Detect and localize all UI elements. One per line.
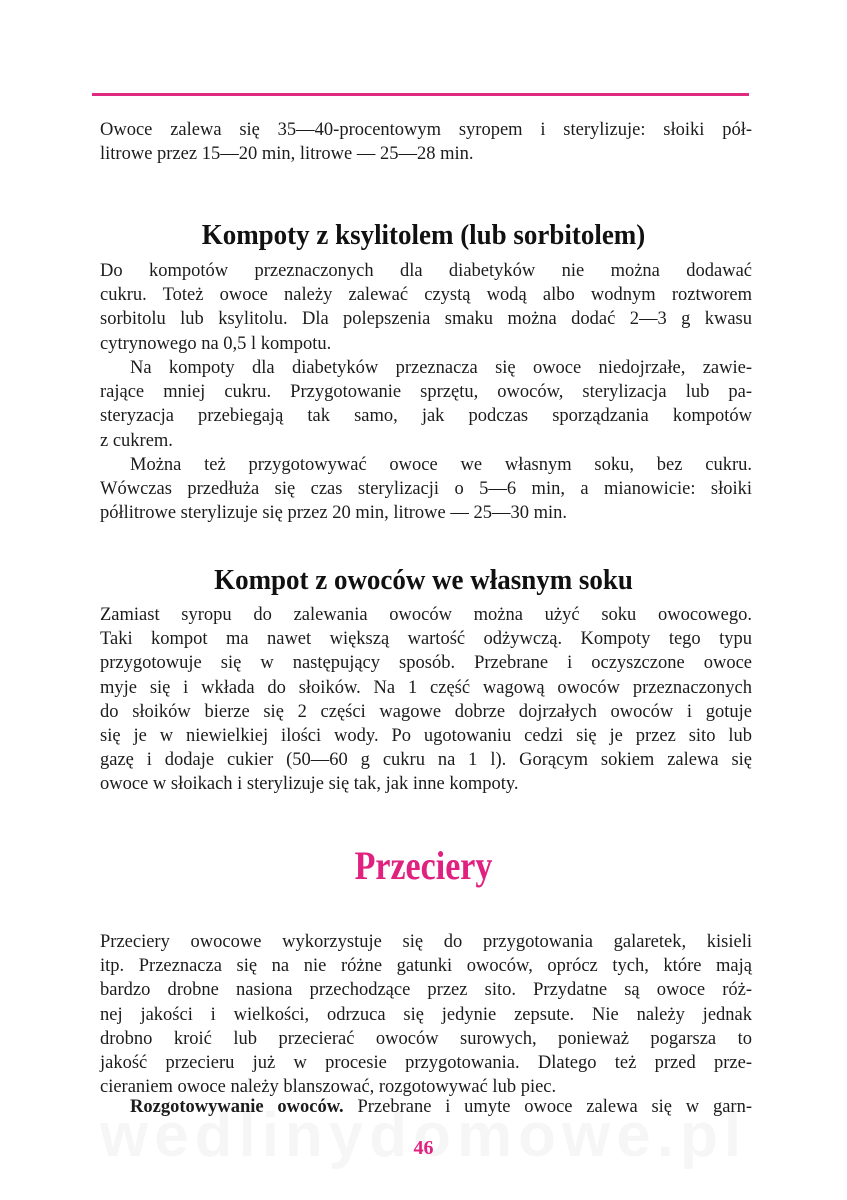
runin-text: Przebrane i umyte owoce zalewa się w garn-: [343, 1097, 752, 1117]
text-line: cukru. Toteż owoce należy zalewać czystą wodą albo wodnym roztworem: [100, 285, 752, 306]
text-line: [100, 1095, 752, 1119]
section-heading-wlasny-sok: Kompot z owoców we własnym soku: [214, 564, 633, 596]
text-line: się je w niewielkiej ilości wody. Po ugotowaniu cedzi się je przez sito lub: [100, 726, 752, 747]
chapter-title: Przeciery: [354, 843, 493, 888]
page-number: 46: [413, 1137, 434, 1159]
text-line: przygotowuje się w następujący sposób. Przebrane i oczyszczone owoce: [100, 653, 752, 674]
text-line: Do kompotów przeznaczonych dla diabetyków nie można dodawać: [100, 261, 752, 281]
section-1-paragraph-2: [100, 356, 752, 453]
chapter-paragraph-1: [100, 930, 752, 1099]
text-line: Można też przygotowywać owoce we własnym soku, bez cukru.: [130, 455, 752, 475]
text-line: cytrynowego na 0,5 l kompotu.: [100, 333, 332, 354]
text-line: Na kompoty dla diabetyków przeznacza się owoce niedojrzałe, zawie-: [130, 358, 752, 378]
intro-paragraph: [100, 118, 752, 166]
runin-heading: Rozgotowywanie owoców.: [130, 1097, 344, 1117]
text-line: Owoce zalewa się 35—40-procentowym syropem i sterylizuje: słoiki pół-: [100, 120, 752, 140]
text-line: Zamiast syropu do zalewania owoców można użyć soku owocowego.: [100, 605, 752, 625]
text-line: z cukrem.: [100, 430, 173, 451]
text-line: gazę i dodaje cukier (50—60 g cukru na 1 l). Gorącym sokiem zalewa się: [100, 750, 752, 771]
text-line: cieraniem owoce należy blanszować, rozgotowywać lub piec.: [100, 1077, 557, 1098]
top-rule: [92, 93, 749, 96]
section-heading-ksylitol: Kompoty z ksylitolem (lub sorbitolem): [201, 219, 646, 251]
text-line: bardzo drobne nasiona przechodzące przez sito. Przydatne są owoce róż-: [100, 980, 752, 1001]
text-line: sorbitolu lub ksylitolu. Dla polepszenia smaku można dodać 2—3 g kwasu: [100, 309, 752, 330]
text-line: półlitrowe sterylizuje się przez 20 min, litrowe — 25—30 min.: [100, 503, 568, 524]
text-line: rające mniej cukru. Przygotowanie sprzętu, owoców, sterylizacja lub pa-: [100, 382, 752, 403]
text-line: Taki kompot ma nawet większą wartość odżywczą. Kompoty tego typu: [100, 629, 752, 650]
text-line: drobno kroić lub przecierać owoców surowych, ponieważ pogarsza to: [100, 1028, 752, 1049]
text-line: litrowe przez 15—20 min, litrowe — 25—28 min.: [100, 144, 474, 165]
text-line: steryzacja przebiegają tak samo, jak podczas sporządzania kompotów: [100, 406, 752, 427]
chapter-paragraph-2: [100, 1095, 752, 1119]
text-line: jakość przecieru już w procesie przygotowania. Dlatego też przed prze-: [100, 1053, 752, 1074]
text-line: owoce w słoikach i sterylizuje się tak, jak inne kompoty.: [100, 774, 519, 795]
text-line: Przeciery owocowe wykorzystuje się do przygotowania galaretek, kisieli: [100, 932, 752, 952]
text-line: do słoików bierze się 2 części wagowe dobrze dojrzałych owoców i gotuje: [100, 701, 752, 722]
text-line: Wówczas przedłuża się czas sterylizacji o 5—6 min, a mianowicie: słoiki: [100, 479, 752, 500]
text-line: nej jakości i wielkości, odrzuca się jedynie zepsute. Nie należy jednak: [100, 1004, 752, 1025]
section-1-paragraph-3: [100, 453, 752, 526]
section-2-paragraph-1: [100, 603, 752, 797]
section-1-paragraph-1: [100, 259, 752, 356]
text-line: itp. Przeznacza się na nie różne gatunki owoców, oprócz tych, które mają: [100, 956, 752, 977]
text-line: myje się i wkłada do słoików. Na 1 część wagową owoców przeznaczonych: [100, 677, 752, 698]
